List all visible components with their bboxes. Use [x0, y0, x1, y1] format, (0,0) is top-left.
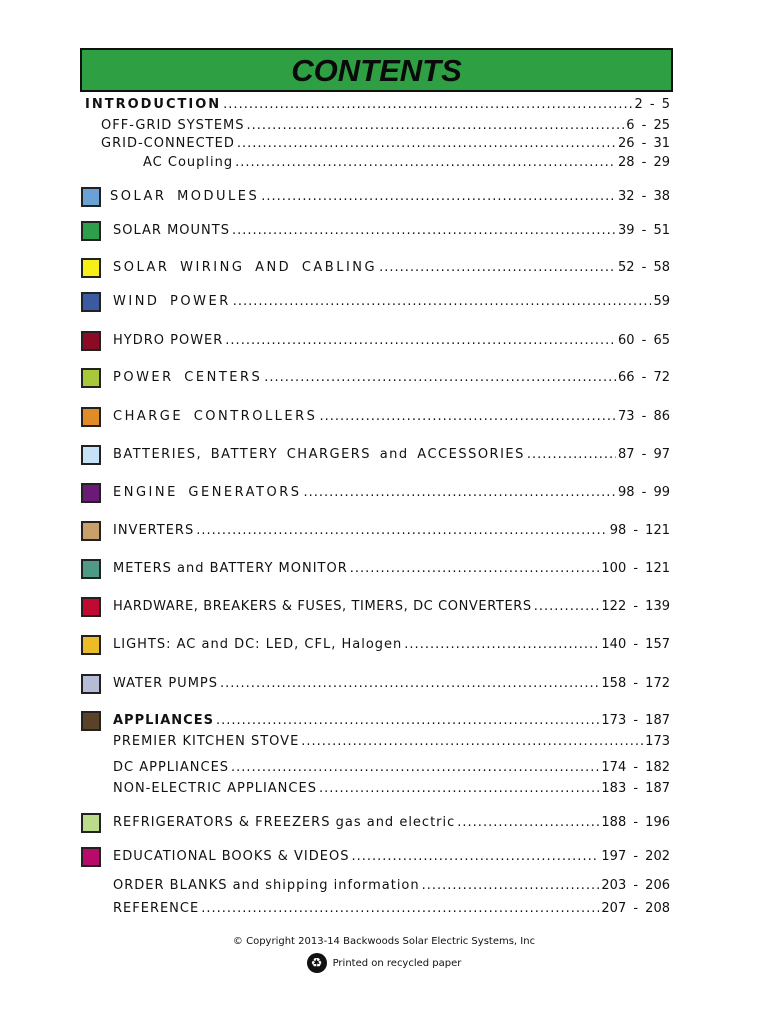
leader-dots [534, 597, 600, 617]
leader-dots [319, 407, 616, 427]
swatch-inverters [81, 521, 101, 541]
toc-pages: 140 - 157 [601, 637, 670, 652]
recycle-icon: ♻ [307, 953, 327, 973]
toc-label: REFRIGERATORS & FREEZERS gas and electric [113, 815, 456, 830]
toc-pages: 188 - 196 [601, 815, 670, 830]
leader-dots [225, 331, 616, 351]
swatch-wind-power [81, 292, 101, 312]
toc-entry-reference[interactable] [113, 899, 670, 919]
toc-pages: 73 - 86 [617, 409, 670, 424]
swatch-batteries [81, 445, 101, 465]
toc-entry-meters[interactable] [113, 559, 670, 579]
leader-dots [231, 758, 599, 778]
toc-entry-lights[interactable] [113, 635, 670, 655]
toc-label: HARDWARE, BREAKERS & FUSES, TIMERS, DC CONVERTERS [113, 599, 532, 614]
copyright-line: © Copyright 2013-14 Backwoods Solar Electric Systems, Inc [232, 936, 536, 947]
swatch-refrigerators [81, 813, 101, 833]
toc-label: ORDER BLANKS and shipping information [113, 878, 420, 893]
page-title: CONTENTS [291, 53, 462, 88]
toc-pages: 98 - 99 [617, 485, 670, 500]
toc-entry-ac-coupling[interactable] [143, 153, 670, 173]
toc-label: SOLAR WIRING AND CABLING [113, 260, 378, 275]
toc-entry-introduction[interactable] [85, 95, 670, 115]
recycled-paper-note [0, 953, 768, 973]
toc-label: GRID-CONNECTED [101, 136, 235, 151]
toc-pages: 203 - 206 [601, 878, 670, 893]
toc-label: SOLAR MODULES [110, 189, 260, 204]
swatch-engine-generators [81, 483, 101, 503]
toc-label: NON-ELECTRIC APPLIANCES [113, 781, 317, 796]
leader-dots [351, 847, 599, 867]
toc-label: INTRODUCTION [85, 97, 222, 112]
toc-entry-refrigerators[interactable] [113, 813, 670, 833]
toc-pages: 26 - 31 [617, 136, 670, 151]
leader-dots [235, 153, 616, 173]
toc-label: EDUCATIONAL BOOKS & VIDEOS [113, 849, 350, 864]
toc-entry-charge-controllers[interactable] [113, 407, 670, 427]
toc-pages: 197 - 202 [601, 849, 670, 864]
toc-label: OFF-GRID SYSTEMS [101, 118, 245, 133]
toc-pages: 59 [653, 294, 670, 309]
leader-dots [422, 876, 600, 896]
toc-pages: 39 - 51 [617, 223, 670, 238]
toc-pages: 98 - 121 [609, 523, 670, 538]
toc-entry-power-centers[interactable] [113, 368, 670, 388]
toc-label: HYDRO POWER [113, 333, 224, 348]
toc-pages: 174 - 182 [601, 760, 670, 775]
swatch-power-centers [81, 368, 101, 388]
leader-dots [223, 95, 632, 115]
swatch-hydro-power [81, 331, 101, 351]
toc-pages: 183 - 187 [601, 781, 670, 796]
toc-entry-solar-wiring[interactable] [113, 258, 670, 278]
toc-pages: 60 - 65 [617, 333, 670, 348]
toc-label: POWER CENTERS [113, 370, 263, 385]
swatch-lights [81, 635, 101, 655]
toc-pages: 52 - 58 [617, 260, 670, 275]
toc-label: DC APPLIANCES [113, 760, 230, 775]
leader-dots [233, 292, 652, 312]
leader-dots [201, 899, 599, 919]
toc-entry-order-blanks[interactable] [113, 876, 670, 896]
toc-label: METERS and BATTERY MONITOR [113, 561, 348, 576]
toc-label: SOLAR MOUNTS [113, 223, 230, 238]
toc-pages: 173 - 187 [601, 713, 670, 728]
toc-entry-wind-power[interactable] [113, 292, 670, 312]
leader-dots [261, 187, 616, 207]
swatch-solar-modules [81, 187, 101, 207]
toc-pages: 32 - 38 [617, 189, 670, 204]
toc-label: APPLIANCES [113, 713, 214, 728]
leader-dots [220, 674, 599, 694]
toc-entry-inverters[interactable] [113, 521, 670, 541]
toc-label: LIGHTS: AC and DC: LED, CFL, Halogen [113, 637, 403, 652]
swatch-meters [81, 559, 101, 579]
leader-dots [301, 732, 643, 752]
toc-pages: 158 - 172 [601, 676, 670, 691]
leader-dots [304, 483, 616, 503]
toc-label: ENGINE GENERATORS [113, 485, 302, 500]
toc-label: CHARGE CONTROLLERS [113, 409, 318, 424]
swatch-solar-mounts [81, 221, 101, 241]
contents-banner [80, 48, 673, 92]
swatch-water-pumps [81, 674, 101, 694]
leader-dots [379, 258, 616, 278]
toc-label: REFERENCE [113, 901, 200, 916]
toc-label: WATER PUMPS [113, 676, 219, 691]
toc-label: BATTERIES, BATTERY CHARGERS and ACCESSORIES [113, 447, 525, 462]
toc-label: AC Coupling [143, 155, 234, 170]
toc-entry-non-electric[interactable] [113, 779, 670, 799]
swatch-appliances [81, 711, 101, 731]
toc-pages: 173 [645, 734, 670, 749]
toc-entry-grid-connected[interactable] [101, 134, 670, 154]
leader-dots [232, 221, 616, 241]
recycled-paper-text: Printed on recycled paper [332, 958, 462, 969]
toc-entry-dc-appliances[interactable] [113, 758, 670, 778]
toc-pages: 6 - 25 [626, 118, 670, 133]
toc-entry-hydro-power[interactable] [113, 331, 670, 351]
toc-pages: 66 - 72 [617, 370, 670, 385]
toc-entry-hardware[interactable] [113, 597, 670, 617]
leader-dots [264, 368, 616, 388]
leader-dots [196, 521, 607, 541]
toc-pages: 122 - 139 [601, 599, 670, 614]
toc-entry-educational[interactable] [113, 847, 670, 867]
toc-entry-water-pumps[interactable] [113, 674, 670, 694]
toc-pages: 207 - 208 [601, 901, 670, 916]
leader-dots [350, 559, 600, 579]
toc-entry-off-grid[interactable] [101, 116, 670, 136]
toc-entry-appliances[interactable] [113, 711, 670, 731]
toc-entry-solar-modules[interactable] [110, 187, 670, 207]
leader-dots [237, 134, 616, 154]
toc-label: INVERTERS [113, 523, 195, 538]
swatch-solar-wiring [81, 258, 101, 278]
toc-pages: 100 - 121 [601, 561, 670, 576]
toc-entry-batteries[interactable] [113, 445, 670, 465]
toc-entry-premier-stove[interactable] [113, 732, 670, 752]
toc-pages: 87 - 97 [617, 447, 670, 462]
toc-pages: 28 - 29 [617, 155, 670, 170]
leader-dots [247, 116, 625, 136]
leader-dots [457, 813, 599, 833]
swatch-charge-controllers [81, 407, 101, 427]
toc-entry-solar-mounts[interactable] [113, 221, 670, 241]
leader-dots [319, 779, 599, 799]
swatch-hardware [81, 597, 101, 617]
toc-entry-engine-generators[interactable] [113, 483, 670, 503]
leader-dots [216, 711, 599, 731]
toc-label: PREMIER KITCHEN STOVE [113, 734, 300, 749]
swatch-educational [81, 847, 101, 867]
leader-dots [527, 445, 616, 465]
toc-pages: 2 - 5 [634, 97, 670, 112]
leader-dots [404, 635, 599, 655]
toc-label: WIND POWER [113, 294, 231, 309]
